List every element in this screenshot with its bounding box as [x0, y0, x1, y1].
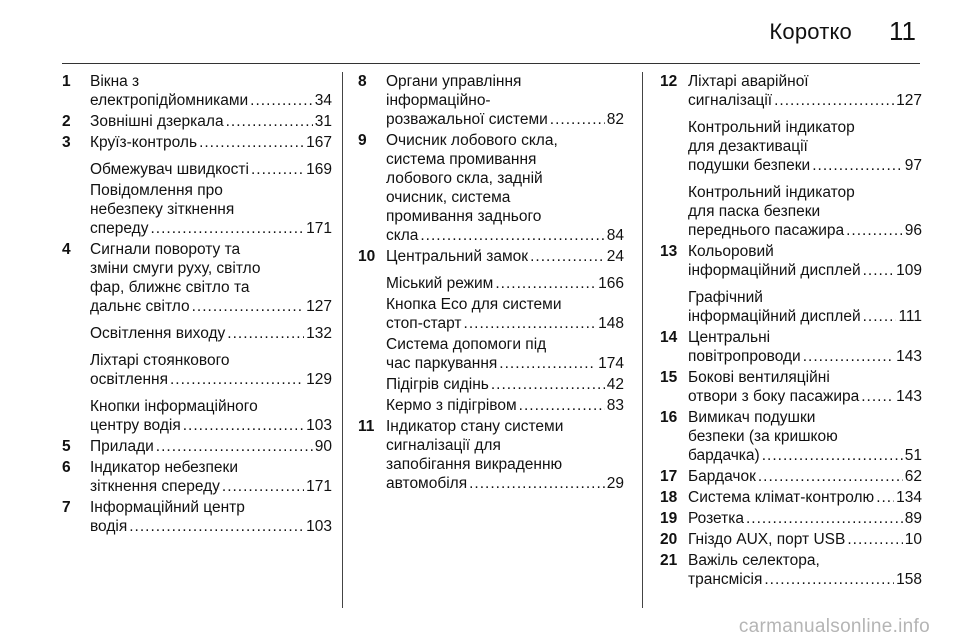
entry-body [386, 396, 624, 415]
dot-leader [170, 370, 304, 389]
page-reference: 111 [898, 308, 922, 325]
entry-text: переднього пасажира [688, 222, 845, 239]
entry-text: Кермо з підігрівом [386, 397, 517, 414]
entry-text-line: Інформаційний центр [90, 499, 245, 516]
entry-last-line [688, 488, 922, 507]
entry-body [688, 488, 922, 507]
entry-text-line: Сигнали повороту та [90, 241, 241, 258]
entry-text: електропідйомниками [90, 92, 249, 109]
dot-leader [464, 314, 597, 333]
index-entry [62, 458, 332, 496]
column-divider [642, 72, 643, 608]
index-entry [358, 247, 624, 266]
index-entry [660, 368, 922, 406]
entry-number: 17 [660, 468, 678, 485]
entry-text-line: Бокові вентиляційні [688, 369, 830, 386]
entry-text-line: Контрольний індикатор [688, 119, 855, 136]
index-entry [62, 72, 332, 110]
index-entry [660, 288, 922, 326]
entry-text-line: Повідомлення про [90, 182, 223, 199]
entry-last-line [386, 274, 624, 293]
entry-last-line [688, 156, 922, 175]
dot-leader [863, 307, 897, 326]
entry-body [688, 118, 922, 175]
dot-leader [550, 110, 605, 129]
entry-text-line: Вимикач подушки [688, 409, 816, 426]
dot-leader [846, 221, 903, 240]
entry-number: 19 [660, 510, 678, 527]
page-reference: 84 [606, 227, 624, 244]
entry-text: трансмісія [688, 571, 763, 588]
index-entry [358, 274, 624, 293]
entry-text: водія [90, 518, 128, 535]
entry-text-line: сигналізації для [386, 437, 501, 454]
page-reference: 134 [896, 489, 922, 506]
dot-leader [758, 467, 903, 486]
index-entry [358, 335, 624, 373]
entry-body [90, 351, 332, 389]
page-reference: 31 [314, 113, 332, 130]
dot-leader [812, 156, 903, 175]
entry-number: 9 [358, 132, 367, 149]
dot-leader [847, 530, 902, 549]
page-reference: 24 [606, 248, 624, 265]
page-header [62, 0, 920, 64]
dot-leader [530, 247, 605, 266]
entry-last-line [90, 517, 332, 536]
page-reference: 82 [606, 111, 624, 128]
entry-text: Круїз-контроль [90, 134, 198, 151]
entry-text-line: безпеки (за кришкою [688, 428, 838, 445]
entry-last-line [688, 221, 922, 240]
page-reference: 148 [598, 315, 624, 332]
entry-text-line: Контрольний індикатор [688, 184, 855, 201]
entry-last-line [688, 261, 922, 280]
entry-last-line [688, 570, 922, 589]
entry-number: 13 [660, 243, 678, 260]
entry-number: 16 [660, 409, 678, 426]
page-reference: 174 [598, 355, 624, 372]
entry-text: центру водія [90, 417, 181, 434]
entry-text: інформаційний дисплей [688, 308, 861, 325]
entry-number: 5 [62, 438, 71, 455]
entry-last-line [90, 133, 332, 152]
dot-leader [746, 509, 903, 528]
watermark: carmanualsonline.info [738, 616, 930, 637]
dot-leader [863, 261, 895, 280]
entry-number: 2 [62, 113, 71, 130]
entry-number: 12 [660, 73, 678, 90]
entry-text: Освітлення виходу [90, 325, 226, 342]
dot-leader [861, 387, 894, 406]
entry-body [688, 467, 922, 486]
index-entry [62, 397, 332, 435]
page-reference: 127 [896, 92, 922, 109]
entry-text: Центральний замок [386, 248, 529, 265]
page-reference: 34 [314, 92, 332, 109]
entry-number: 20 [660, 531, 678, 548]
entry-text-line: Графічний [688, 289, 763, 306]
index-entry [660, 509, 922, 528]
index-entry [62, 240, 332, 316]
page-reference: 143 [896, 388, 922, 405]
entry-text-line: для паска безпеки [688, 203, 821, 220]
entry-text-line: зміни смуги руху, світло [90, 260, 261, 277]
dot-leader [156, 437, 313, 456]
entry-text: Підігрів сидінь [386, 376, 489, 393]
page-reference: 51 [904, 447, 922, 464]
dot-leader [499, 354, 596, 373]
entry-text-line: Система допомоги під [386, 336, 547, 353]
entry-text: автомобіля [386, 475, 468, 492]
dot-leader [251, 160, 304, 179]
index-entry [660, 488, 922, 507]
entry-last-line [90, 219, 332, 238]
page-number: 11 [889, 16, 916, 46]
page-reference: 96 [904, 222, 922, 239]
entry-body [386, 247, 624, 266]
dot-leader [222, 477, 304, 496]
entry-last-line [90, 437, 332, 456]
dot-leader [519, 396, 605, 415]
entry-text-line: запобігання викраденню [386, 456, 563, 473]
dot-leader [192, 297, 305, 316]
index-entry [660, 328, 922, 366]
entry-last-line [386, 110, 624, 129]
entry-text-line: для дезактивації [688, 138, 808, 155]
entry-body [688, 509, 922, 528]
entry-last-line [688, 446, 922, 465]
entry-body [90, 397, 332, 435]
entry-body [688, 551, 922, 589]
index-entry [358, 375, 624, 394]
index-entry [62, 112, 332, 131]
entry-text-line: Центральні [688, 329, 771, 346]
entry-last-line [688, 387, 922, 406]
entry-body [688, 368, 922, 406]
entry-body [386, 375, 624, 394]
dot-leader [150, 219, 304, 238]
entry-last-line [688, 509, 922, 528]
entry-last-line [386, 354, 624, 373]
index-entry [660, 408, 922, 465]
entry-body [90, 72, 332, 110]
entry-number: 10 [358, 248, 376, 265]
entry-body [90, 112, 332, 131]
index-entry [660, 467, 922, 486]
entry-number: 6 [62, 459, 71, 476]
dot-leader [199, 133, 304, 152]
entry-text-line: Ліхтарі аварійної [688, 73, 809, 90]
entry-text: Бардачок [688, 468, 756, 485]
entry-last-line [90, 416, 332, 435]
entry-text-line: Кольоровий [688, 243, 774, 260]
entry-text: повітропроводи [688, 348, 801, 365]
entry-text-line: інформаційно- [386, 92, 491, 109]
entry-text: скла [386, 227, 419, 244]
page-reference: 103 [306, 518, 332, 535]
entry-text-line: Індикатор стану системи [386, 418, 564, 435]
entry-body [90, 133, 332, 152]
entry-text: отвори з боку пасажира [688, 388, 860, 405]
entry-text-line: Органи управління [386, 73, 522, 90]
index-column-3 [660, 72, 922, 608]
dot-leader [491, 375, 605, 394]
page-reference: 29 [606, 475, 624, 492]
index-entry [62, 498, 332, 536]
entry-number: 15 [660, 369, 678, 386]
page-reference: 171 [306, 478, 332, 495]
dot-leader [469, 474, 605, 493]
page-reference: 129 [306, 371, 332, 388]
index-entry [62, 437, 332, 456]
dot-leader [876, 488, 894, 507]
entry-last-line [90, 370, 332, 389]
entry-last-line [386, 247, 624, 266]
entry-text-line: Кнопки інформаційного [90, 398, 258, 415]
entry-last-line [386, 226, 624, 245]
index-entry [660, 551, 922, 589]
entry-body [90, 458, 332, 496]
index-entry [62, 181, 332, 238]
entry-last-line [90, 297, 332, 316]
entry-text: освітлення [90, 371, 168, 388]
dot-leader [250, 91, 313, 110]
entry-text: стоп-старт [386, 315, 462, 332]
entry-body [90, 240, 332, 316]
page-reference: 62 [904, 468, 922, 485]
entry-body [90, 498, 332, 536]
entry-body [688, 72, 922, 110]
dot-leader [764, 570, 894, 589]
entry-text-line: Кнопка Eco для системи [386, 296, 562, 313]
page-reference: 42 [606, 376, 624, 393]
entry-text-line: фар, ближнє світло та [90, 279, 250, 296]
entry-text: Зовнішні дзеркала [90, 113, 224, 130]
entry-last-line [386, 375, 624, 394]
entry-last-line [90, 91, 332, 110]
entry-body [688, 242, 922, 280]
index-column-2 [358, 72, 624, 608]
entry-last-line [386, 474, 624, 493]
index-column-1 [62, 72, 332, 608]
index-entry [358, 417, 624, 493]
entry-body [90, 160, 332, 179]
entry-last-line [386, 314, 624, 333]
entry-body [688, 328, 922, 366]
entry-body [386, 274, 624, 293]
entry-text-line: система промивання [386, 151, 537, 168]
entry-last-line [688, 91, 922, 110]
entry-number: 3 [62, 134, 71, 151]
entry-body [90, 437, 332, 456]
column-divider [342, 72, 343, 608]
page-reference: 143 [896, 348, 922, 365]
entry-last-line [386, 396, 624, 415]
dot-leader [420, 226, 604, 245]
entry-last-line [90, 477, 332, 496]
entry-text: дальнє світло [90, 298, 190, 315]
entry-last-line [688, 467, 922, 486]
index-entry [660, 183, 922, 240]
index-entry [660, 242, 922, 280]
entry-text: Система клімат-контролю [688, 489, 875, 506]
entry-text: спереду [90, 220, 149, 237]
page-reference: 109 [896, 262, 922, 279]
page-reference: 127 [306, 298, 332, 315]
entry-body [688, 288, 922, 326]
entry-body [688, 183, 922, 240]
entry-number: 11 [358, 418, 375, 435]
entry-text-line: промивання заднього [386, 208, 542, 225]
index-entry [62, 324, 332, 343]
entry-number: 18 [660, 489, 678, 506]
entry-number: 1 [62, 73, 71, 90]
entry-body [688, 530, 922, 549]
dot-leader [226, 112, 313, 131]
dot-leader [183, 416, 304, 435]
entry-text-line: очисник, система [386, 189, 511, 206]
entry-text-line: Ліхтарі стоянкового [90, 352, 230, 369]
dot-leader [129, 517, 304, 536]
entry-text-line: Індикатор небезпеки [90, 459, 238, 476]
page-reference: 169 [306, 161, 332, 178]
entry-text: Розетка [688, 510, 744, 527]
index-entry [358, 72, 624, 129]
entry-text: бардачка) [688, 447, 760, 464]
page-title: Коротко [769, 19, 852, 44]
page-reference: 97 [904, 157, 922, 174]
entry-last-line [90, 112, 332, 131]
dot-leader [762, 446, 903, 465]
page-reference: 90 [314, 438, 332, 455]
page-reference: 158 [896, 571, 922, 588]
page-reference: 171 [306, 220, 332, 237]
page-reference: 83 [606, 397, 624, 414]
index-entry [660, 530, 922, 549]
entry-text: час паркування [386, 355, 498, 372]
index-entry [62, 351, 332, 389]
index-entry [358, 131, 624, 245]
index-entry [660, 118, 922, 175]
entry-text: подушки безпеки [688, 157, 811, 174]
entry-number: 7 [62, 499, 71, 516]
entry-body [386, 295, 624, 333]
entry-body [386, 335, 624, 373]
dot-leader [495, 274, 596, 293]
index-entry [358, 396, 624, 415]
entry-body [90, 324, 332, 343]
dot-leader [803, 347, 894, 366]
page-reference: 10 [904, 531, 922, 548]
entry-text: зіткнення спереду [90, 478, 220, 495]
entry-number: 4 [62, 241, 71, 258]
entry-body [386, 131, 624, 245]
entry-text: Гніздо AUX, порт USB [688, 531, 846, 548]
entry-body [386, 417, 624, 493]
entry-text-line: Очисник лобового скла, [386, 132, 558, 149]
index-entry [62, 133, 332, 152]
page-reference: 132 [306, 325, 332, 342]
entry-text: розважальної системи [386, 111, 548, 128]
dot-leader [774, 91, 894, 110]
index-entry [660, 72, 922, 110]
entry-text: сигналізації [688, 92, 773, 109]
page-reference: 89 [904, 510, 922, 527]
page-reference: 166 [598, 275, 624, 292]
entry-number: 14 [660, 329, 678, 346]
entry-last-line [90, 324, 332, 343]
entry-number: 8 [358, 73, 367, 90]
entry-last-line [688, 307, 922, 326]
entry-body [688, 408, 922, 465]
entry-body [90, 181, 332, 238]
entry-body [386, 72, 624, 129]
entry-text-line: лобового скла, задній [386, 170, 543, 187]
entry-text: Прилади [90, 438, 154, 455]
entry-text-line: Важіль селектора, [688, 552, 820, 569]
entry-number: 21 [660, 552, 678, 569]
entry-last-line [688, 347, 922, 366]
entry-text-line: небезпеку зіткнення [90, 201, 235, 218]
page-reference: 103 [306, 417, 332, 434]
dot-leader [227, 324, 304, 343]
page-reference: 167 [306, 134, 332, 151]
entry-text-line: Вікна з [90, 73, 140, 90]
entry-last-line [688, 530, 922, 549]
entry-text: інформаційний дисплей [688, 262, 861, 279]
entry-last-line [90, 160, 332, 179]
index-entry [62, 160, 332, 179]
index-entry [358, 295, 624, 333]
entry-text: Обмежувач швидкості [90, 161, 249, 178]
entry-text: Міський режим [386, 275, 494, 292]
